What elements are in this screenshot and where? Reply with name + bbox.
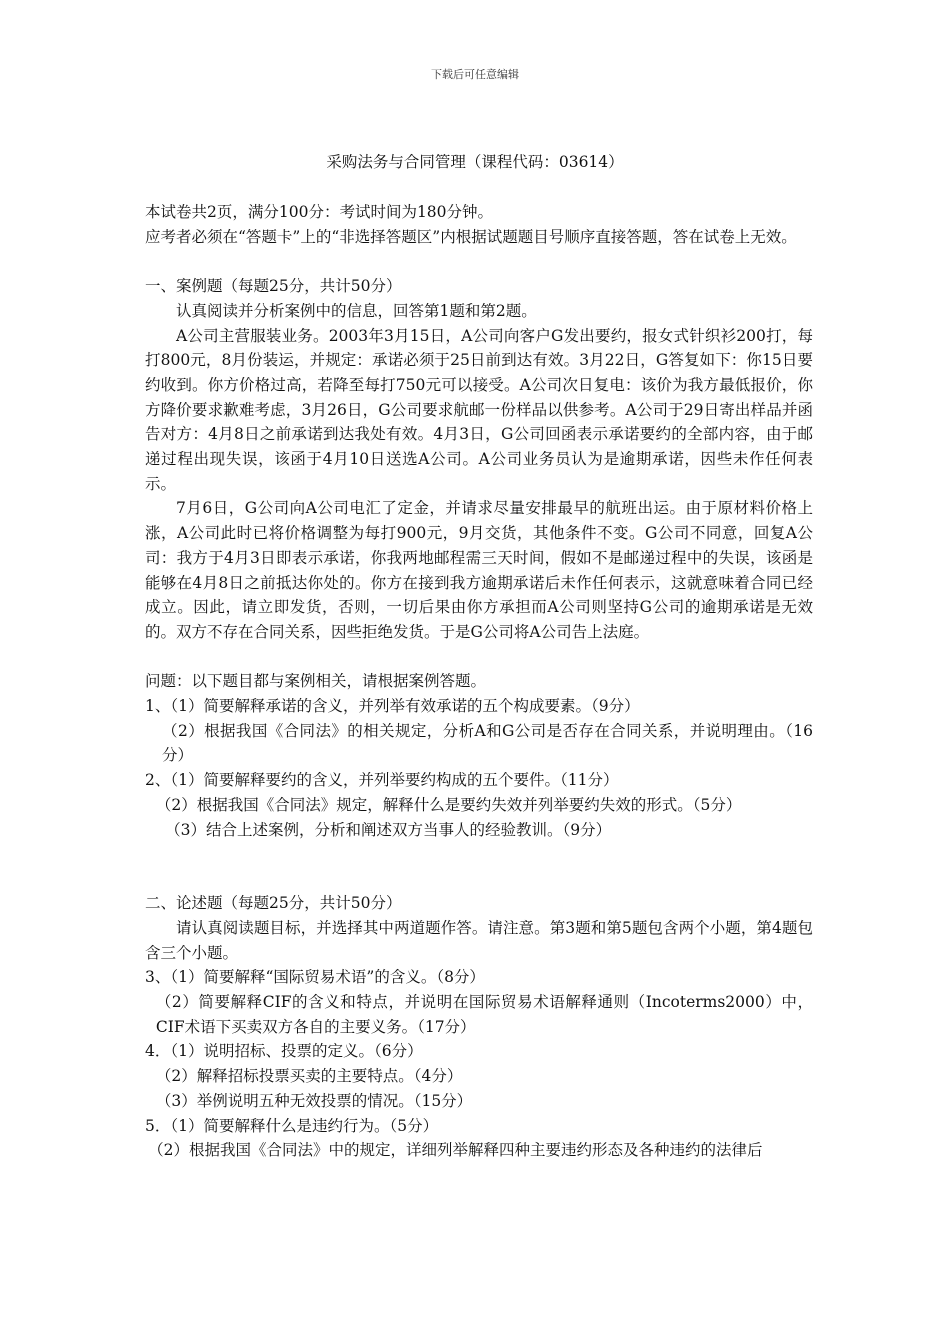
- question-5-part-1: 5．（1）简要解释什么是违约行为。（5分）: [145, 1116, 439, 1135]
- question-2-part-3: （3）结合上述案例，分析和阐述双方当事人的经验教训。（9分）: [165, 820, 612, 839]
- document-body: [145, 200, 813, 1163]
- question-3-part-1: 3、（1）简要解释“国际贸易术语”的含义。（8分）: [145, 968, 485, 987]
- questions-intro: 问题：以下题目都与案例相关，请根据案例答题。: [145, 672, 487, 691]
- page-header: 下载后可任意编辑: [431, 68, 519, 81]
- section-2-instruction: 请认真阅读题目标，并选择其中两道题作答。请注意。第3题和第5题包含两个小题，第4题包含三个小题。: [145, 918, 813, 962]
- question-2-part-1: 2、（1）简要解释要约的含义，并列举要约构成的五个要件。（11分）: [145, 771, 619, 790]
- question-4-part-2: （2）解释招标投票买卖的主要特点。（4分）: [155, 1067, 463, 1086]
- section-2-heading: 二、论述题（每题25分，共计50分）: [145, 894, 402, 913]
- question-4-part-3: （3）举例说明五种无效投票的情况。（15分）: [155, 1091, 473, 1110]
- document-title: 采购法务与合同管理（课程代码：03614）: [326, 153, 624, 171]
- case-paragraph-1: A公司主营服装业务。2003年3月15日，A公司向客户G发出要约，报女式针织衫200打，每打800元，8月份装运，并规定：承诺必须于25日前到达有效。3月22日，G答复如下：你15日要约收到。你方价格过高，若降至每打750元可以接受。A公司次日复电：该价为我方最低报价，你方降价要求歉难考虑，3月26日，G公司要求航邮一份样品以供参考。A公司于29日寄出样品并函告对方：4月8日之前承诺到达我处有效。4月3日，G公司回函表示承诺要约的全部内容，由于邮递过程出现失误，该函于4月10日送选A公司。A公司业务员认为是逾期承诺，因些未作任何表示。: [145, 326, 813, 493]
- section-1-instruction: 认真阅读并分析案例中的信息，回答第1题和第2题。: [176, 301, 537, 320]
- case-paragraph-2: 7月6日，G公司向A公司电汇了定金，并请求尽量安排最早的航班出运。由于原材料价格上涨，A公司此时已将价格调整为每打900元，9月交货，其他条件不变。G公司不同意，回复A公司：我方于4月3日即表示承诺，你我两地邮程需三天时间，假如不是邮递过程中的失误，该函是能够在4月8日之前抵达你处的。你方在接到我方逾期承诺后未作任何表示，这就意味着合同已经成立。因此，请立即发货，否则，一切后果由你方承担而A公司则坚持G公司的逾期承诺是无效的。双方不存在合同关系，因些拒绝发货。于是G公司将A公司告上法庭。: [145, 499, 813, 641]
- question-5-part-2: （2）根据我国《合同法》中的规定，详细列举解释四种主要违约形态及各种违约的法律后: [148, 1141, 763, 1160]
- question-3-part-2: （2）简要解释CIF的含义和特点，并说明在国际贸易术语解释通则（Incoterms2000）中，CIF术语下买卖双方各自的主要义务。（17分）: [155, 993, 813, 1036]
- section-1-heading: 一、案例题（每题25分，共计50分）: [145, 277, 402, 296]
- exam-instructions: 应考者必须在“答题卡”上的“非选择答题区”内根据试题题目号顺序直接答题，答在试卷上无效。: [145, 227, 797, 246]
- question-1-part-2: （2）根据我国《合同法》的相关规定，分析A和G公司是否存在合同关系，并说明理由。（16分）: [162, 721, 813, 765]
- question-4-part-1: 4．（1）说明招标、投票的定义。（6分）: [145, 1042, 423, 1061]
- exam-info: 本试卷共2页，满分100分：考试时间为180分钟。: [145, 203, 494, 221]
- question-2-part-2: （2）根据我国《合同法》规定，解释什么是要约失效并列举要约失效的形式。（5分）: [155, 795, 742, 814]
- question-1-part-1: 1、（1）简要解释承诺的含义，并列举有效承诺的五个构成要素。（9分）: [145, 697, 640, 716]
